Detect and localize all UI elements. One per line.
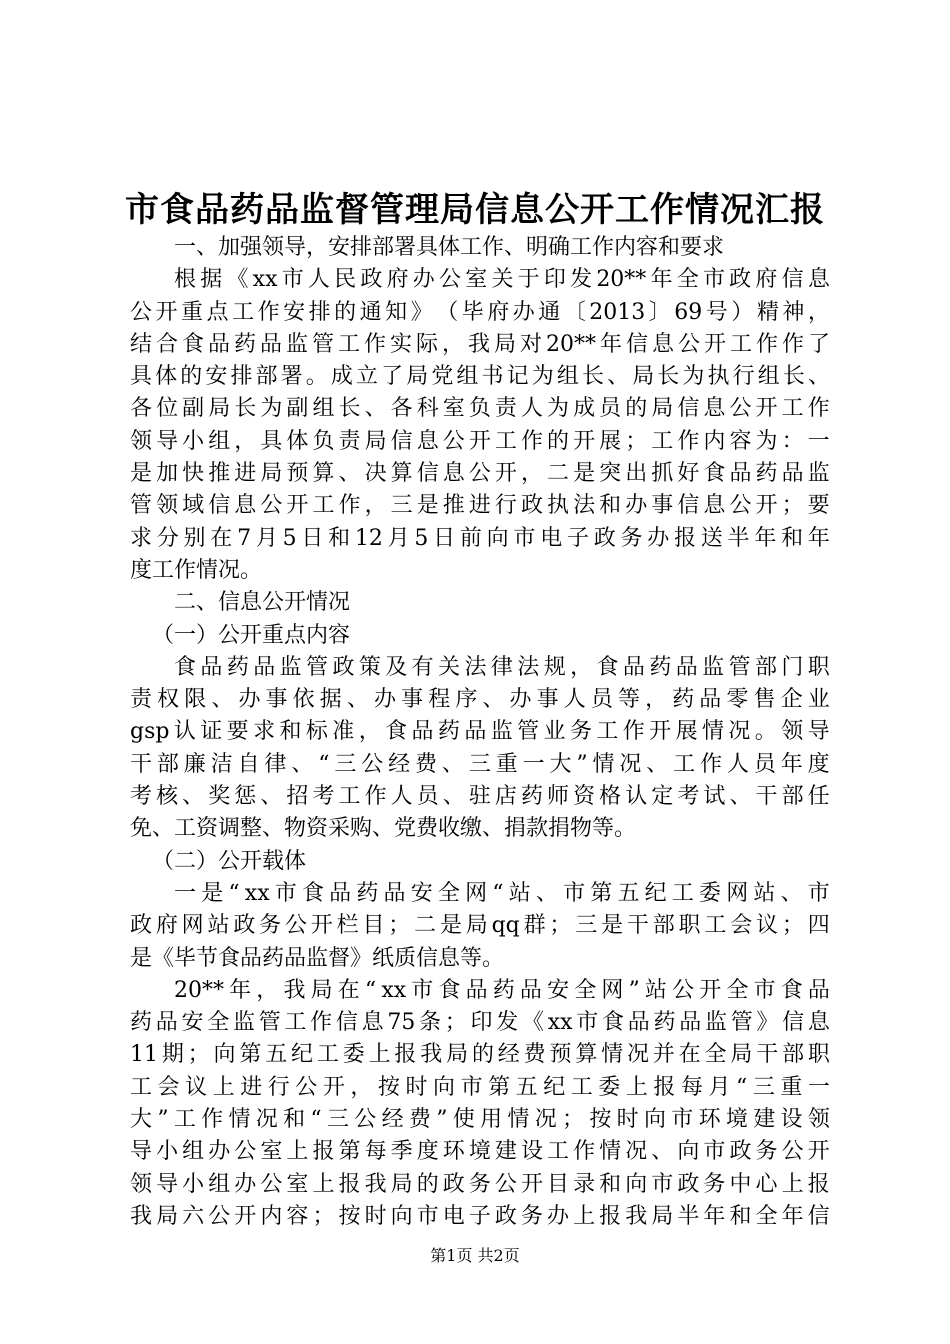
paragraph-line: 求 分 别 在 7 月 5 日 和 12 月 5 日 前 向 市 电 子 政 务 办 报 送 半 年 和 年 <box>130 525 830 551</box>
paragraph-line: 各 位 副 局 长 为 副 组 长 、 各 科 室 负 责 人 为 成 员 的 局 信 息 公 开 工 作 <box>130 396 830 422</box>
paragraph-line: 公 开 重 点 工 作 安 排 的 通 知 》 （ 毕 府 办 通 〔 2013 〕 69 号 ） 精 神 ， <box>130 299 830 325</box>
paragraph-line: 管 领 域 信 息 公 开 工 作 ， 三 是 推 进 行 政 执 法 和 办 事 信 息 公 开 ； 要 <box>130 493 830 519</box>
paragraph-line: 一、加强领导，安排部署具体工作、明确工作内容和要求 <box>174 235 725 260</box>
paragraph-line: 领 导 小 组 办 公 室 上 报 我 局 的 政 务 公 开 目 录 和 向 市 政 务 中 心 上 报 <box>130 1171 830 1197</box>
paragraph-line: 考 核 、 奖 惩 、 招 考 工 作 人 员 、 驻 店 药 师 资 格 认 定 考 试 、 干 部 任 <box>130 784 830 810</box>
paragraph-line: （二）公开载体 <box>152 848 307 874</box>
paragraph-line: 是 加 快 推 进 局 预 算 、 决 算 信 息 公 开 ， 二 是 突 出 抓 好 食 品 药 品 监 <box>130 461 830 487</box>
paragraph-line: 政 府 网 站 政 务 公 开 栏 目 ； 二 是 局 qq 群 ； 三 是 干 部 职 工 会 议 ； 四 <box>130 913 830 939</box>
paragraph-line: 免、工资调整、物资采购、党费收缴、捐款捐物等。 <box>130 816 637 842</box>
document-body <box>130 232 830 1233</box>
document-title: 市食品药品监督管理局信息公开工作情况汇报 <box>125 190 825 230</box>
paragraph-line: 食 品 药 品 监 管 政 策 及 有 关 法 律 法 规 ， 食 品 药 品 监 管 部 门 职 <box>174 654 830 680</box>
paragraph-line: gsp 认 证 要 求 和 标 准 ， 食 品 药 品 监 管 业 务 工 作 开 展 情 况 。 领 导 <box>130 719 830 745</box>
paragraph-line: 领 导 小 组 ， 具 体 负 责 局 信 息 公 开 工 作 的 开 展 ； 工 作 内 容 为 ： 一 <box>130 428 830 454</box>
paragraph-line: 导 小 组 办 公 室 上 报 第 每 季 度 环 境 建 设 工 作 情 况 、 向 市 政 务 公 开 <box>130 1139 830 1165</box>
paragraph-line: 药 品 安 全 监 管 工 作 信 息 75 条 ； 印 发 《 xx 市 食 品 药 品 监 管 》 信 息 <box>130 1010 830 1036</box>
paragraph-line: 是《毕节食品药品监督》纸质信息等。 <box>130 945 505 971</box>
paragraph-line: 11 期 ； 向 第 五 纪 工 委 上 报 我 局 的 经 费 预 算 情 况 并 在 全 局 干 部 职 <box>130 1042 830 1068</box>
paragraph-line: 具 体 的 安 排 部 署 。 成 立 了 局 党 组 书 记 为 组 长 、 局 长 为 执 行 组 长 、 <box>130 364 830 390</box>
paragraph-line: 责 权 限 、 办 事 依 据 、 办 事 程 序 、 办 事 人 员 等 ， 药 品 零 售 企 业 <box>130 687 830 713</box>
paragraph-line: 结 合 食 品 药 品 监 管 工 作 实 际 ， 我 局 对 20** 年 信 息 公 开 工 作 作 了 <box>130 331 830 357</box>
page-footer: 第1页 共2页 <box>430 1246 520 1265</box>
paragraph-line: 度工作情况。 <box>130 557 263 583</box>
paragraph-line: 二、信息公开情况 <box>174 590 351 616</box>
paragraph-line: 我 局 六 公 开 内 容 ； 按 时 向 市 电 子 政 务 办 上 报 我 局 半 年 和 全 年 信 <box>130 1203 830 1229</box>
paragraph-line: 根 据 《 xx 市 人 民 政 府 办 公 室 关 于 印 发 20** 年 全 市 政 府 信 息 <box>174 267 830 293</box>
paragraph-line: 工 会 议 上 进 行 公 开 ， 按 时 向 市 第 五 纪 工 委 上 报 每 月 “ 三 重 一 <box>130 1074 830 1100</box>
paragraph-line: 20** 年 ， 我 局 在 “ xx 市 食 品 药 品 安 全 网 ” 站 公 开 全 市 食 品 <box>174 977 830 1003</box>
paragraph-line: 一 是 “ xx 市 食 品 药 品 安 全 网 “ 站 、 市 第 五 纪 工 委 网 站 、 市 <box>174 880 830 906</box>
paragraph-line: 干 部 廉 洁 自 律 、 “ 三 公 经 费 、 三 重 一 大 ” 情 况 、 工 作 人 员 年 度 <box>130 751 830 777</box>
paragraph-line: （一）公开重点内容 <box>152 622 351 648</box>
paragraph-line: 大 ” 工 作 情 况 和 “ 三 公 经 费 ” 使 用 情 况 ； 按 时 向 市 环 境 建 设 领 <box>130 1107 830 1133</box>
